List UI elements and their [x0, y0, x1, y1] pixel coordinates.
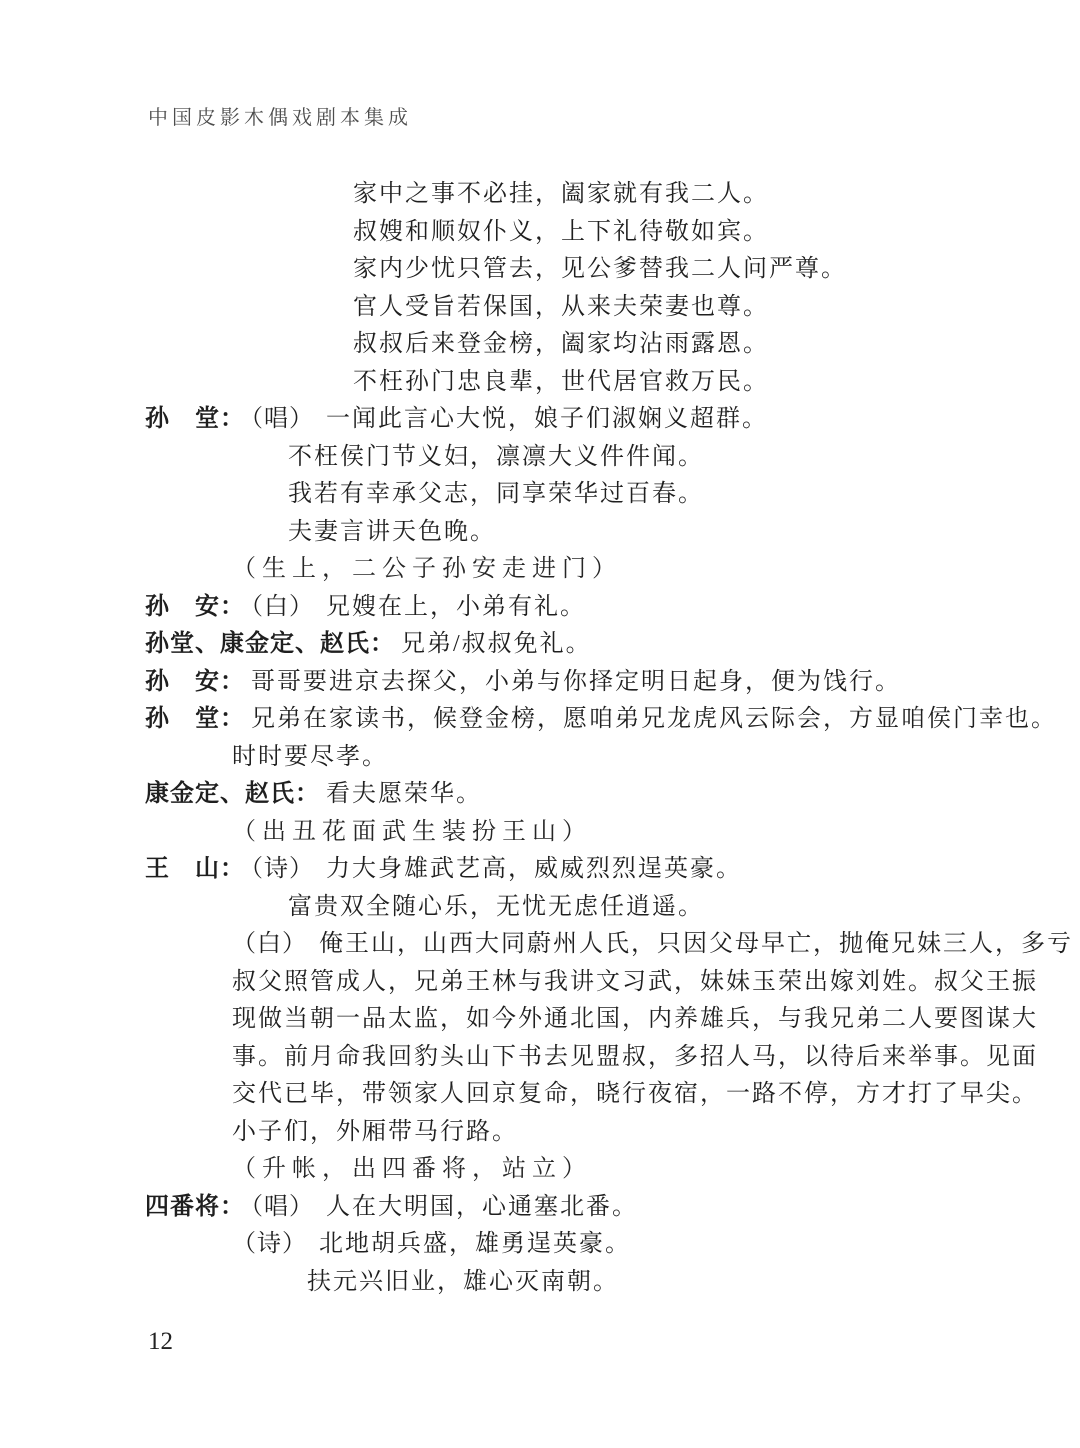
line-text: 叔叔后来登金榜，阖家均沾雨露恩。: [353, 331, 769, 357]
line-text: 看夫愿荣华。: [326, 781, 482, 807]
stage-direction: [0, 1151, 1080, 1189]
verse-line: [0, 889, 1080, 927]
line-text: 哥哥要进京去探父，小弟与你择定明日起身，便为饯行。: [251, 668, 901, 695]
dialogue-line: [0, 664, 1080, 702]
page-number: 12: [148, 1328, 173, 1355]
dialogue-line: [0, 851, 1080, 889]
dialogue-line: [0, 626, 1080, 664]
speaker-label: 孙 堂：: [145, 406, 245, 432]
running-head-book-title: 中国皮影木偶戏剧本集成: [148, 107, 412, 129]
line-text: 扶元兴旧业，雄心灭南朝。: [307, 1268, 619, 1295]
verse-line: [0, 439, 1080, 477]
monologue-continuation: [0, 964, 1080, 1002]
verse-line: [0, 476, 1080, 514]
line-text: 不枉侯门节义妇，凛凛大义件件闻。: [288, 443, 704, 470]
monologue-continuation: [0, 1039, 1080, 1077]
delivery-marker: （唱）: [251, 406, 314, 432]
line-text: 小子们，外厢带马行路。: [232, 1118, 518, 1145]
speaker-label: 孙 安：: [145, 668, 245, 695]
line-text: 人在大明国，心通塞北番。: [326, 1193, 638, 1220]
speaker-label: 孙 安：: [145, 593, 245, 620]
verse-line: [0, 1264, 1080, 1302]
monologue-continuation: [0, 1001, 1080, 1039]
line-text: 兄弟/叔叔免礼。: [401, 631, 592, 657]
dialogue-continuation: [0, 739, 1080, 777]
delivery-marker: （诗）: [251, 856, 314, 882]
speaker-label: 孙堂、康金定、赵氏：: [145, 631, 395, 657]
line-text: 我若有幸承父志，同享荣华过百春。: [288, 481, 704, 507]
stage-direction-text: （生上，二公子孙安走进门）: [232, 556, 622, 582]
line-text: 时时要尽孝。: [232, 743, 388, 770]
monologue-continuation: [0, 1114, 1080, 1152]
line-text: 叔嫂和顺奴仆义，上下礼待敬如宾。: [353, 218, 769, 245]
line-text: 俺王山，山西大同蔚州人氏，只因父母早亡，抛俺兄妹三人，多亏: [319, 931, 1073, 957]
stage-direction-text: （升帐，出四番将，站立）: [232, 1156, 592, 1182]
line-text: 家内少忧只管去，见公爹替我二人问严尊。: [353, 256, 847, 282]
line-text: 交代已毕，带领家人回京复命，晓行夜宿，一路不停，方才打了早尖。: [232, 1081, 1038, 1107]
speaker-label: 王 山：: [145, 856, 245, 882]
dialogue-line: [0, 776, 1080, 814]
script-text-block: [0, 176, 1080, 1301]
dialogue-line: [0, 589, 1080, 627]
dialogue-line: [0, 1189, 1080, 1227]
delivery-marker: （唱）: [251, 1193, 314, 1220]
delivery-marker: （白）: [232, 931, 307, 957]
line-text: 不枉孙门忠良辈，世代居官救万民。: [353, 368, 769, 395]
stage-direction-text: （出丑花面武生装扮王山）: [232, 818, 592, 845]
verse-line: [0, 214, 1080, 252]
line-text: 官人受旨若保国，从来夫荣妻也尊。: [353, 293, 769, 320]
line-text: 兄嫂在上，小弟有礼。: [326, 593, 586, 620]
stage-direction: [0, 814, 1080, 852]
verse-line: [0, 1226, 1080, 1264]
line-text: 力大身雄武艺高，威威烈烈逞英豪。: [326, 856, 742, 882]
verse-line: [0, 326, 1080, 364]
monologue-line: [0, 926, 1080, 964]
speaker-label: 四番将：: [145, 1193, 245, 1220]
line-text: 兄弟在家读书，候登金榜，愿咱弟兄龙虎风云际会，方显咱侯门幸也。: [251, 706, 1057, 732]
line-text: 叔父照管成人，兄弟王林与我讲文习武，妹妹玉荣出嫁刘姓。叔父王振: [232, 968, 1038, 995]
line-text: 事。前月命我回豹头山下书去见盟叔，多招人马，以待后来举事。见面: [232, 1043, 1038, 1070]
dialogue-line: [0, 701, 1080, 739]
delivery-marker: （诗）: [232, 1231, 307, 1257]
line-text: 夫妻言讲天色晚。: [288, 518, 496, 545]
stage-direction: [0, 551, 1080, 589]
line-text: 家中之事不必挂，阖家就有我二人。: [353, 181, 769, 207]
line-text: 现做当朝一品太监，如今外通北国，内养雄兵，与我兄弟二人要图谋大: [232, 1006, 1038, 1032]
speaker-label: 康金定、赵氏：: [145, 781, 320, 807]
line-text: 富贵双全随心乐，无忧无虑任逍遥。: [288, 893, 704, 920]
line-text: 北地胡兵盛，雄勇逞英豪。: [319, 1231, 631, 1257]
delivery-marker: （白）: [251, 593, 314, 620]
line-text: 一闻此言心大悦，娘子们淑娴义超群。: [326, 406, 768, 432]
dialogue-line: [0, 401, 1080, 439]
monologue-continuation: [0, 1076, 1080, 1114]
verse-line: [0, 251, 1080, 289]
verse-line: [0, 514, 1080, 552]
verse-line: [0, 176, 1080, 214]
speaker-label: 孙 堂：: [145, 706, 245, 732]
verse-line: [0, 289, 1080, 327]
verse-line: [0, 364, 1080, 402]
